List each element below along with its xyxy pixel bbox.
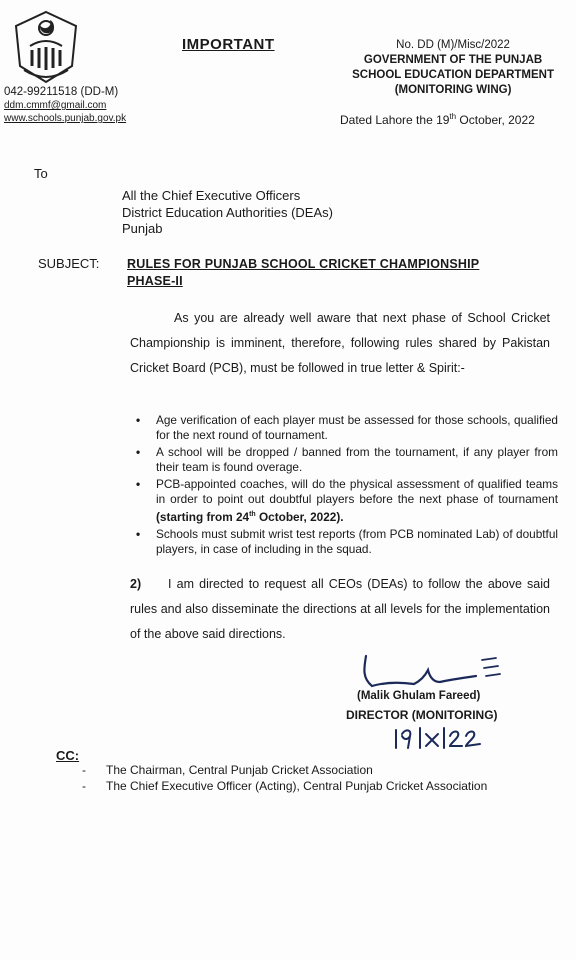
letterhead-block bbox=[352, 38, 554, 98]
cc-label: CC: bbox=[56, 748, 80, 763]
addressee-line: District Education Authorities (DEAs) bbox=[122, 204, 333, 220]
rules-list bbox=[136, 413, 558, 559]
date-prefix: Dated Lahore the 19 bbox=[340, 113, 450, 127]
signatory-title: DIRECTOR (MONITORING) bbox=[346, 708, 498, 722]
cc-item-text: The Chief Executive Officer (Acting), Central Punjab Cricket Association bbox=[106, 779, 488, 793]
list-item bbox=[136, 527, 558, 557]
bullet-icon: • bbox=[136, 477, 141, 491]
list-item-text: Age verification of each player must be assessed for those schools, qualified for the next round of tournament. bbox=[156, 413, 558, 442]
list-item-bold-date bbox=[156, 510, 344, 524]
subject-label: SUBJECT: bbox=[38, 256, 100, 271]
date-line bbox=[340, 112, 535, 127]
list-item bbox=[136, 445, 558, 475]
list-item-text: Schools must submit wrist test reports (from PCB nominated Lab) of doubtful players, in case of including in the squad. bbox=[156, 526, 558, 556]
org-line-2: SCHOOL EDUCATION DEPARTMENT bbox=[352, 69, 554, 81]
phone-number: 042-99211518 (DD-M) bbox=[4, 86, 119, 98]
website-link[interactable]: www.schools.punjab.gov.pk bbox=[4, 113, 127, 124]
bullet-icon: • bbox=[136, 445, 141, 459]
list-item-text: A school will be dropped / banned from the tournament, if any player from their team is found overage. bbox=[156, 445, 558, 474]
subject-text bbox=[127, 256, 479, 290]
paragraph-2-text: I am directed to request all CEOs (DEAs) to follow the above said rules and also disseminate the directions at all levels for the implementation of the above said directions. bbox=[130, 577, 550, 641]
bold-date-sup: th bbox=[249, 511, 256, 518]
date-sup: th bbox=[449, 112, 457, 121]
body-paragraph-1: As you are already well aware that next phase of School Cricket Championship is imminent, therefore, following rules shared by Pakistan Cricket Board (PCB), must be followed in true letter & Spirit:- bbox=[130, 311, 550, 375]
cc-item bbox=[82, 778, 487, 794]
contact-block bbox=[4, 86, 126, 125]
bullet-icon: • bbox=[136, 413, 141, 427]
cc-item-text: The Chairman, Central Punjab Cricket Association bbox=[106, 763, 373, 777]
dash-icon: - bbox=[82, 779, 86, 793]
bold-date-prefix: (starting from 24 bbox=[156, 509, 250, 524]
cc-item bbox=[82, 762, 487, 778]
org-line-1: GOVERNMENT OF THE PUNJAB bbox=[363, 54, 543, 66]
list-item bbox=[136, 413, 558, 443]
handwritten-signature-icon bbox=[352, 652, 522, 692]
cc-list bbox=[82, 762, 487, 794]
addressee-block bbox=[122, 188, 333, 238]
body-paragraph-2 bbox=[130, 572, 550, 647]
paragraph-number: 2) bbox=[130, 577, 142, 591]
subject-line-2: PHASE-II bbox=[127, 274, 183, 288]
signatory-name: (Malik Ghulam Fareed) bbox=[357, 690, 481, 702]
addressee-line: All the Chief Executive Officers bbox=[122, 188, 301, 203]
letter-number: No. DD (M)/Misc/2022 bbox=[396, 39, 510, 51]
bullet-icon: • bbox=[136, 526, 141, 541]
handwritten-date-icon bbox=[392, 724, 492, 752]
email-link[interactable]: ddm.cmmf@gmail.com bbox=[4, 100, 107, 111]
important-heading: IMPORTANT bbox=[182, 36, 275, 53]
to-label: To bbox=[34, 166, 48, 181]
date-suffix: October, 2022 bbox=[456, 113, 535, 127]
addressee-line: Punjab bbox=[122, 221, 163, 236]
subject-line-1: RULES FOR PUNJAB SCHOOL CRICKET CHAMPIONSHIP bbox=[127, 257, 480, 271]
list-item-text: PCB-appointed coaches, will do the physical assessment of qualified teams in order to point out doubtful players before the next phase of tournament bbox=[156, 477, 558, 506]
dash-icon: - bbox=[82, 763, 86, 777]
punjab-government-logo-icon bbox=[10, 8, 82, 86]
org-line-3: (MONITORING WING) bbox=[394, 84, 512, 96]
bold-date-suffix: October, 2022). bbox=[255, 509, 344, 524]
list-item bbox=[136, 477, 558, 525]
